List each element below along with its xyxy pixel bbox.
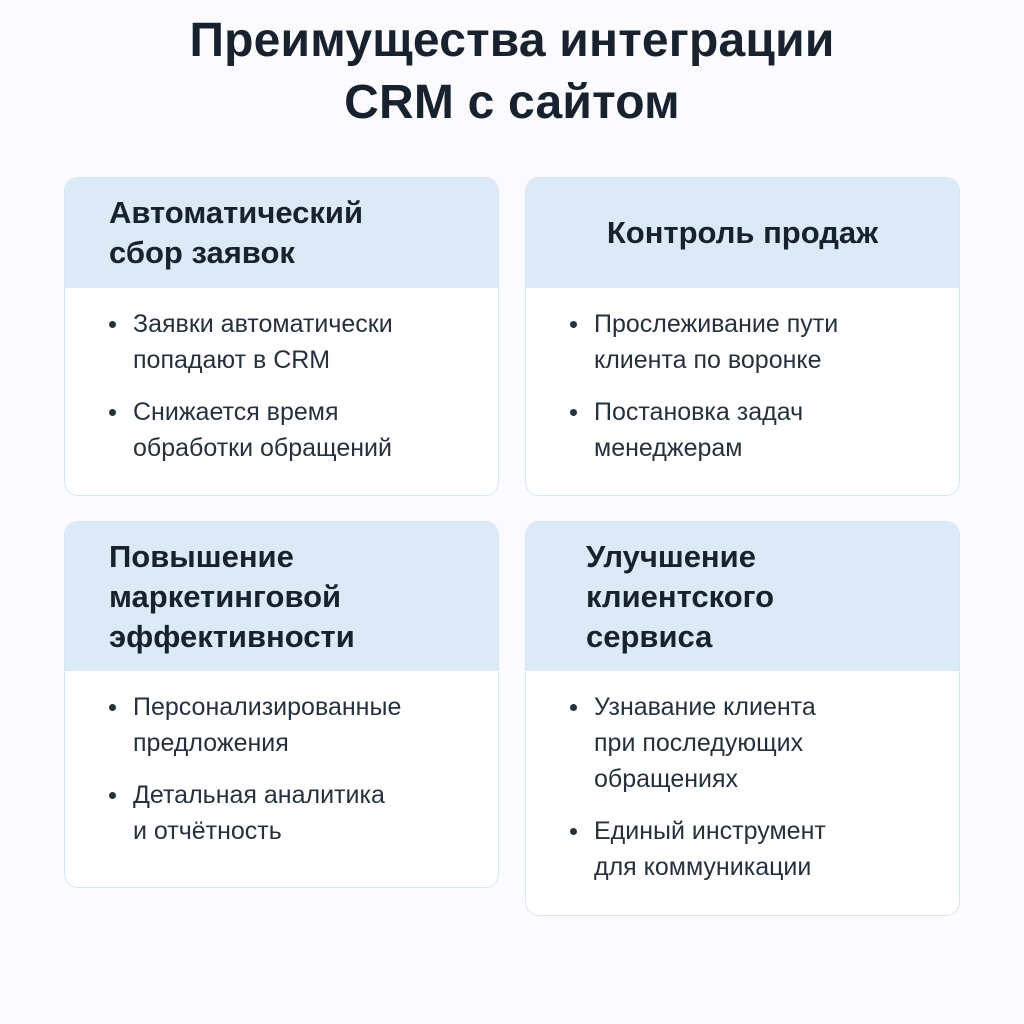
benefit-card-customer-service bbox=[525, 521, 960, 916]
list-item-line: Узнавание клиента bbox=[594, 693, 816, 721]
page-title-line: CRM с сайтом bbox=[344, 76, 680, 129]
card-title-line: Повышение bbox=[109, 538, 294, 574]
card-body bbox=[526, 288, 959, 466]
card-title bbox=[109, 193, 363, 273]
list-item bbox=[109, 689, 478, 761]
list-item-line: Снижается время bbox=[133, 398, 339, 426]
list-item-line: попадают в CRM bbox=[133, 346, 331, 374]
card-title-line: сервиса bbox=[586, 618, 713, 654]
list-item-line: предложения bbox=[133, 729, 289, 757]
card-body bbox=[526, 671, 959, 885]
card-header bbox=[526, 522, 959, 671]
list-item-line: для коммуникации bbox=[594, 853, 812, 881]
list-item-line: Заявки автоматически bbox=[133, 310, 393, 338]
list-item-line: и отчётность bbox=[133, 817, 282, 845]
card-title-line: эффективности bbox=[109, 618, 355, 654]
card-title-line: Автоматический bbox=[109, 195, 364, 230]
list-item-line: менеджерам bbox=[594, 434, 743, 462]
page-title-line: Преимущества интеграции bbox=[189, 14, 835, 67]
card-title bbox=[607, 213, 878, 253]
list-item-line: Детальная аналитика bbox=[133, 781, 385, 809]
list-item-line: Единый инструмент bbox=[594, 817, 826, 845]
card-title bbox=[109, 537, 355, 657]
list-item bbox=[570, 394, 939, 466]
list-item-line: Прослеживание пути bbox=[594, 310, 839, 338]
list-item-line: Персонализированные bbox=[133, 693, 402, 721]
card-title-line: сбор заявок bbox=[109, 235, 295, 270]
benefit-card-auto-collection bbox=[64, 177, 499, 496]
list-item bbox=[109, 306, 478, 378]
page-title bbox=[0, 10, 1024, 134]
card-body bbox=[65, 671, 498, 849]
card-body bbox=[65, 288, 498, 466]
benefit-card-marketing bbox=[64, 521, 499, 888]
list-item bbox=[570, 306, 939, 378]
card-header bbox=[65, 178, 498, 288]
list-item bbox=[570, 689, 939, 797]
card-title-line: Улучшение bbox=[586, 538, 756, 574]
card-header bbox=[65, 522, 498, 671]
list-item bbox=[109, 777, 478, 849]
list-item bbox=[109, 394, 478, 466]
benefit-card-sales-control bbox=[525, 177, 960, 496]
card-title-line: клиентского bbox=[586, 578, 775, 614]
list-item-line: при последующих bbox=[594, 729, 804, 757]
card-title bbox=[586, 537, 774, 657]
list-item-line: Постановка задач bbox=[594, 398, 804, 426]
list-item-line: обработки обращений bbox=[133, 434, 392, 462]
card-title-line: маркетинговой bbox=[109, 578, 342, 614]
card-header bbox=[526, 178, 959, 288]
list-item-line: обращениях bbox=[594, 765, 739, 793]
list-item-line: клиента по воронке bbox=[594, 346, 822, 374]
card-title-line: Контроль продаж bbox=[606, 215, 879, 250]
list-item bbox=[570, 813, 939, 885]
